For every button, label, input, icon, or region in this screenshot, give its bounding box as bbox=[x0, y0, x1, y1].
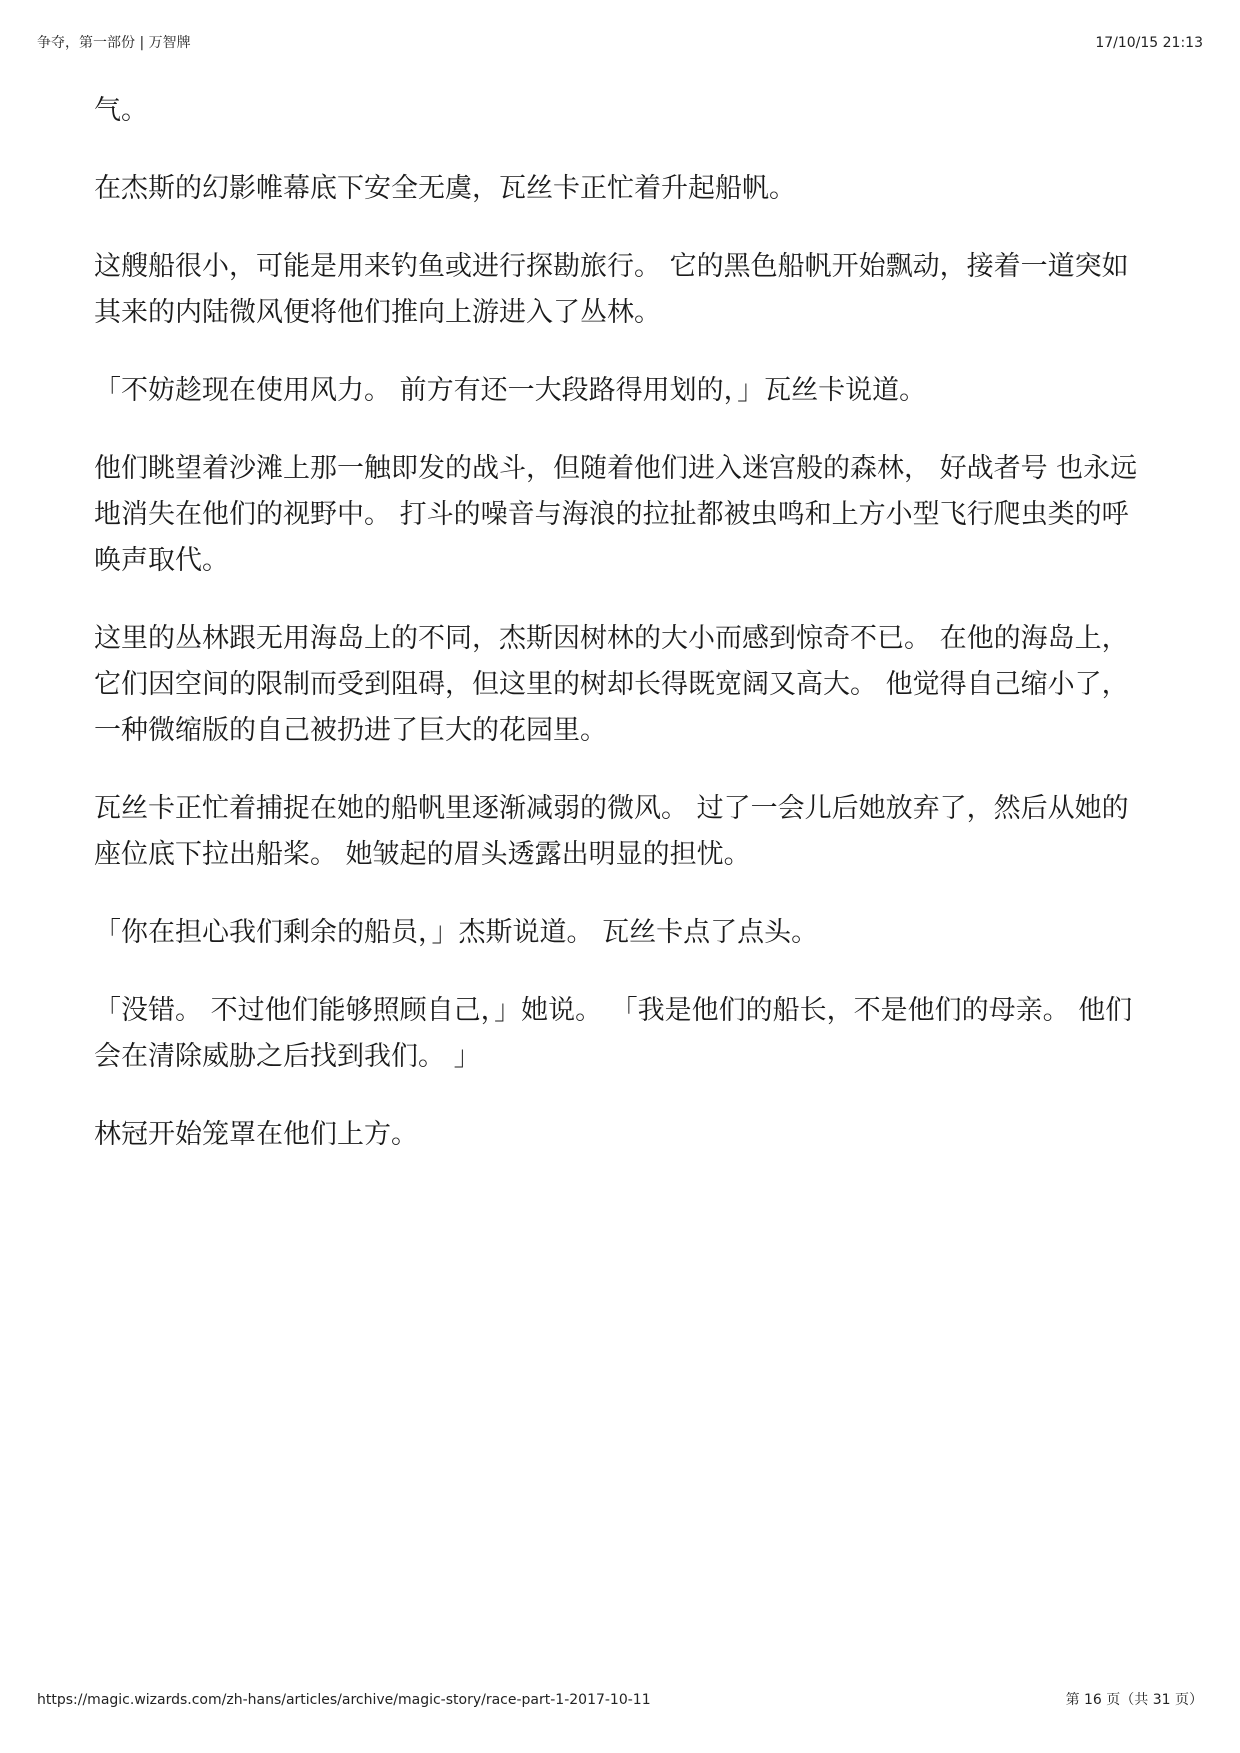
paragraph: 林冠开始笼罩在他们上方。 bbox=[94, 1119, 418, 1150]
paragraph: 「你在担心我们剩余的船员，」杰斯说道。 瓦丝卡点了点头。 bbox=[94, 917, 819, 948]
paragraph: 这里的丛林跟无用海岛上的不同，杰斯因树林的大小而感到惊奇不已。 在他的海岛上，它们因空间的限制而受到阻碍，但这里的树却长得既宽阔又高大。 他觉得自己缩小了，一种微缩版的自己被扔进了巨大的花园里。 bbox=[94, 623, 1129, 746]
article-body bbox=[94, 88, 1144, 1190]
page-header-title: 争夺，第一部份 | 万智牌 bbox=[37, 35, 191, 51]
paragraph: 他们眺望着沙滩上那一触即发的战斗，但随着他们进入迷宫般的森林， 好战者号 也永远地消失在他们的视野中。 打斗的噪音与海浪的拉扯都被虫鸣和上方小型飞行爬虫类的呼唤声取代。 bbox=[94, 453, 1138, 576]
paragraph: 「不妨趁现在使用风力。 前方有还一大段路得用划的，」瓦丝卡说道。 bbox=[94, 375, 927, 406]
paragraph: 「没错。 不过他们能够照顾自己，」她说。 「我是他们的船长，不是他们的母亲。 他们会在清除威胁之后找到我们。 」 bbox=[94, 995, 1133, 1072]
paragraph: 气。 bbox=[94, 95, 148, 126]
paragraph: 这艘船很小，可能是用来钓鱼或进行探勘旅行。 它的黑色船帆开始飘动，接着一道突如其来的内陆微风便将他们推向上游进入了丛林。 bbox=[94, 251, 1129, 328]
page-header-datetime: 17/10/15 21:13 bbox=[1095, 35, 1203, 51]
paragraph: 瓦丝卡正忙着捕捉在她的船帆里逐渐减弱的微风。 过了一会儿后她放弃了，然后从她的座位底下拉出船桨。 她皱起的眉头透露出明显的担忧。 bbox=[94, 793, 1129, 870]
page-footer-url: https://magic.wizards.com/zh-hans/articles/archive/magic-story/race-part-1-2017-10-11 bbox=[37, 1692, 651, 1708]
page-footer-page-number: 第 16 页（共 31 页） bbox=[1065, 1692, 1203, 1708]
paragraph: 在杰斯的幻影帷幕底下安全无虞，瓦丝卡正忙着升起船帆。 bbox=[94, 173, 796, 204]
